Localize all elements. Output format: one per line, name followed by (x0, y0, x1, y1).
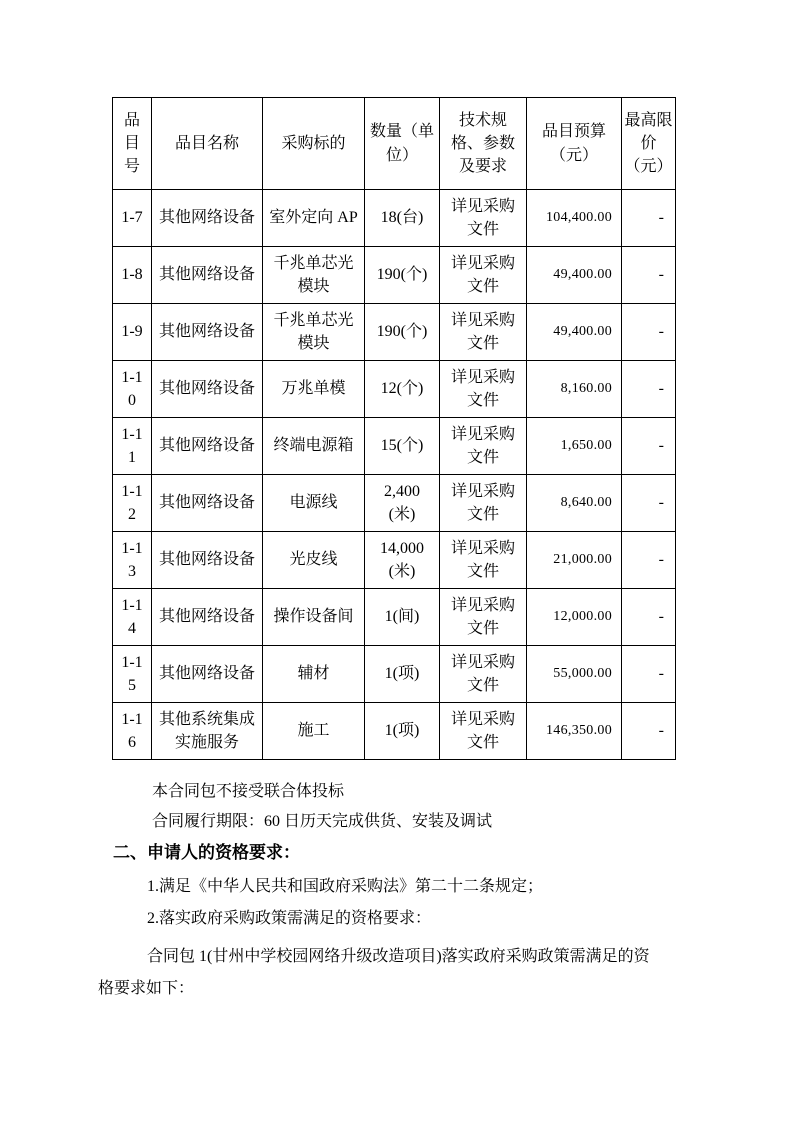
cell-procurement-target: 室外定向 AP (263, 190, 365, 247)
cell-procurement-target: 操作设备间 (263, 589, 365, 646)
cell-budget: 49,400.00 (527, 304, 622, 361)
cell-tech-spec: 详见采购文件 (440, 646, 527, 703)
cell-tech-spec: 详见采购文件 (440, 703, 527, 760)
table-row (113, 304, 676, 361)
cell-item-no: 1-11 (113, 418, 152, 475)
col-header-quantity: 数量（单位） (365, 98, 440, 190)
cell-max-price: - (622, 703, 676, 760)
cell-procurement-target: 施工 (263, 703, 365, 760)
cell-item-name: 其他网络设备 (152, 247, 263, 304)
table-row (113, 361, 676, 418)
cell-procurement-target: 万兆单模 (263, 361, 365, 418)
cell-tech-spec: 详见采购文件 (440, 361, 527, 418)
cell-item-no: 1-7 (113, 190, 152, 247)
cell-budget: 104,400.00 (527, 190, 622, 247)
cell-item-no: 1-15 (113, 646, 152, 703)
table-row (113, 190, 676, 247)
cell-item-no: 1-14 (113, 589, 152, 646)
cell-item-name: 其他网络设备 (152, 304, 263, 361)
cell-item-name: 其他系统集成实施服务 (152, 703, 263, 760)
cell-quantity: 15(个) (365, 418, 440, 475)
note-no-consortium: 本合同包不接受联合体投标 (152, 783, 345, 800)
requirement-detail-paragraph: 合同包 1(甘州中学校园网络升级改造项目)落实政府采购政策需满足的资格要求如下： (98, 948, 650, 997)
cell-max-price: - (622, 532, 676, 589)
cell-budget: 55,000.00 (527, 646, 622, 703)
cell-quantity: 2,400 (米) (365, 475, 440, 532)
cell-item-name: 其他网络设备 (152, 190, 263, 247)
cell-procurement-target: 电源线 (263, 475, 365, 532)
cell-budget: 1,650.00 (527, 418, 622, 475)
cell-item-name: 其他网络设备 (152, 361, 263, 418)
cell-procurement-target: 终端电源箱 (263, 418, 365, 475)
cell-quantity: 1(项) (365, 703, 440, 760)
cell-tech-spec: 详见采购文件 (440, 190, 527, 247)
cell-quantity: 190(个) (365, 304, 440, 361)
col-header-item-name: 品目名称 (152, 98, 263, 190)
col-header-item-no: 品目号 (113, 98, 152, 190)
table-body (113, 190, 676, 760)
cell-budget: 21,000.00 (527, 532, 622, 589)
cell-item-name: 其他网络设备 (152, 475, 263, 532)
col-header-tech-spec: 技术规格、参数及要求 (440, 98, 527, 190)
cell-budget: 146,350.00 (527, 703, 622, 760)
cell-item-no: 1-12 (113, 475, 152, 532)
cell-item-no: 1-13 (113, 532, 152, 589)
cell-item-name: 其他网络设备 (152, 646, 263, 703)
cell-quantity: 14,000 (米) (365, 532, 440, 589)
cell-item-name: 其他网络设备 (152, 532, 263, 589)
cell-max-price: - (622, 646, 676, 703)
cell-tech-spec: 详见采购文件 (440, 475, 527, 532)
table-row (113, 532, 676, 589)
cell-budget: 8,160.00 (527, 361, 622, 418)
section2-heading: 二、申请人的资格要求： (113, 843, 300, 862)
cell-item-no: 1-8 (113, 247, 152, 304)
col-header-target: 采购标的 (263, 98, 365, 190)
cell-max-price: - (622, 418, 676, 475)
table-row (113, 247, 676, 304)
col-header-max-price: 最高限价（元） (622, 98, 676, 190)
cell-item-no: 1-10 (113, 361, 152, 418)
cell-item-name: 其他网络设备 (152, 589, 263, 646)
cell-item-no: 1-16 (113, 703, 152, 760)
cell-procurement-target: 千兆单芯光模块 (263, 247, 365, 304)
cell-procurement-target: 千兆单芯光模块 (263, 304, 365, 361)
cell-max-price: - (622, 589, 676, 646)
procurement-items-table (112, 97, 676, 760)
table-row (113, 646, 676, 703)
cell-procurement-target: 光皮线 (263, 532, 365, 589)
cell-max-price: - (622, 247, 676, 304)
cell-budget: 12,000.00 (527, 589, 622, 646)
cell-quantity: 12(个) (365, 361, 440, 418)
cell-quantity: 1(项) (365, 646, 440, 703)
cell-max-price: - (622, 190, 676, 247)
table-row (113, 589, 676, 646)
cell-max-price: - (622, 304, 676, 361)
cell-tech-spec: 详见采购文件 (440, 247, 527, 304)
cell-quantity: 18(台) (365, 190, 440, 247)
cell-quantity: 1(间) (365, 589, 440, 646)
table-row (113, 418, 676, 475)
col-header-budget: 品目预算（元） (527, 98, 622, 190)
cell-procurement-target: 辅材 (263, 646, 365, 703)
requirement-item-2: 2.落实政府采购政策需满足的资格要求： (147, 910, 432, 927)
cell-tech-spec: 详见采购文件 (440, 532, 527, 589)
note-contract-duration: 合同履行期限：60 日历天完成供货、安装及调试 (152, 813, 493, 830)
cell-item-no: 1-9 (113, 304, 152, 361)
table-header-row (113, 98, 676, 190)
cell-tech-spec: 详见采购文件 (440, 418, 527, 475)
cell-tech-spec: 详见采购文件 (440, 589, 527, 646)
requirement-item-1: 1.满足《中华人民共和国政府采购法》第二十二条规定； (147, 878, 544, 895)
cell-quantity: 190(个) (365, 247, 440, 304)
cell-budget: 49,400.00 (527, 247, 622, 304)
cell-max-price: - (622, 475, 676, 532)
cell-item-name: 其他网络设备 (152, 418, 263, 475)
cell-budget: 8,640.00 (527, 475, 622, 532)
table-row (113, 475, 676, 532)
cell-max-price: - (622, 361, 676, 418)
cell-tech-spec: 详见采购文件 (440, 304, 527, 361)
table-row (113, 703, 676, 760)
